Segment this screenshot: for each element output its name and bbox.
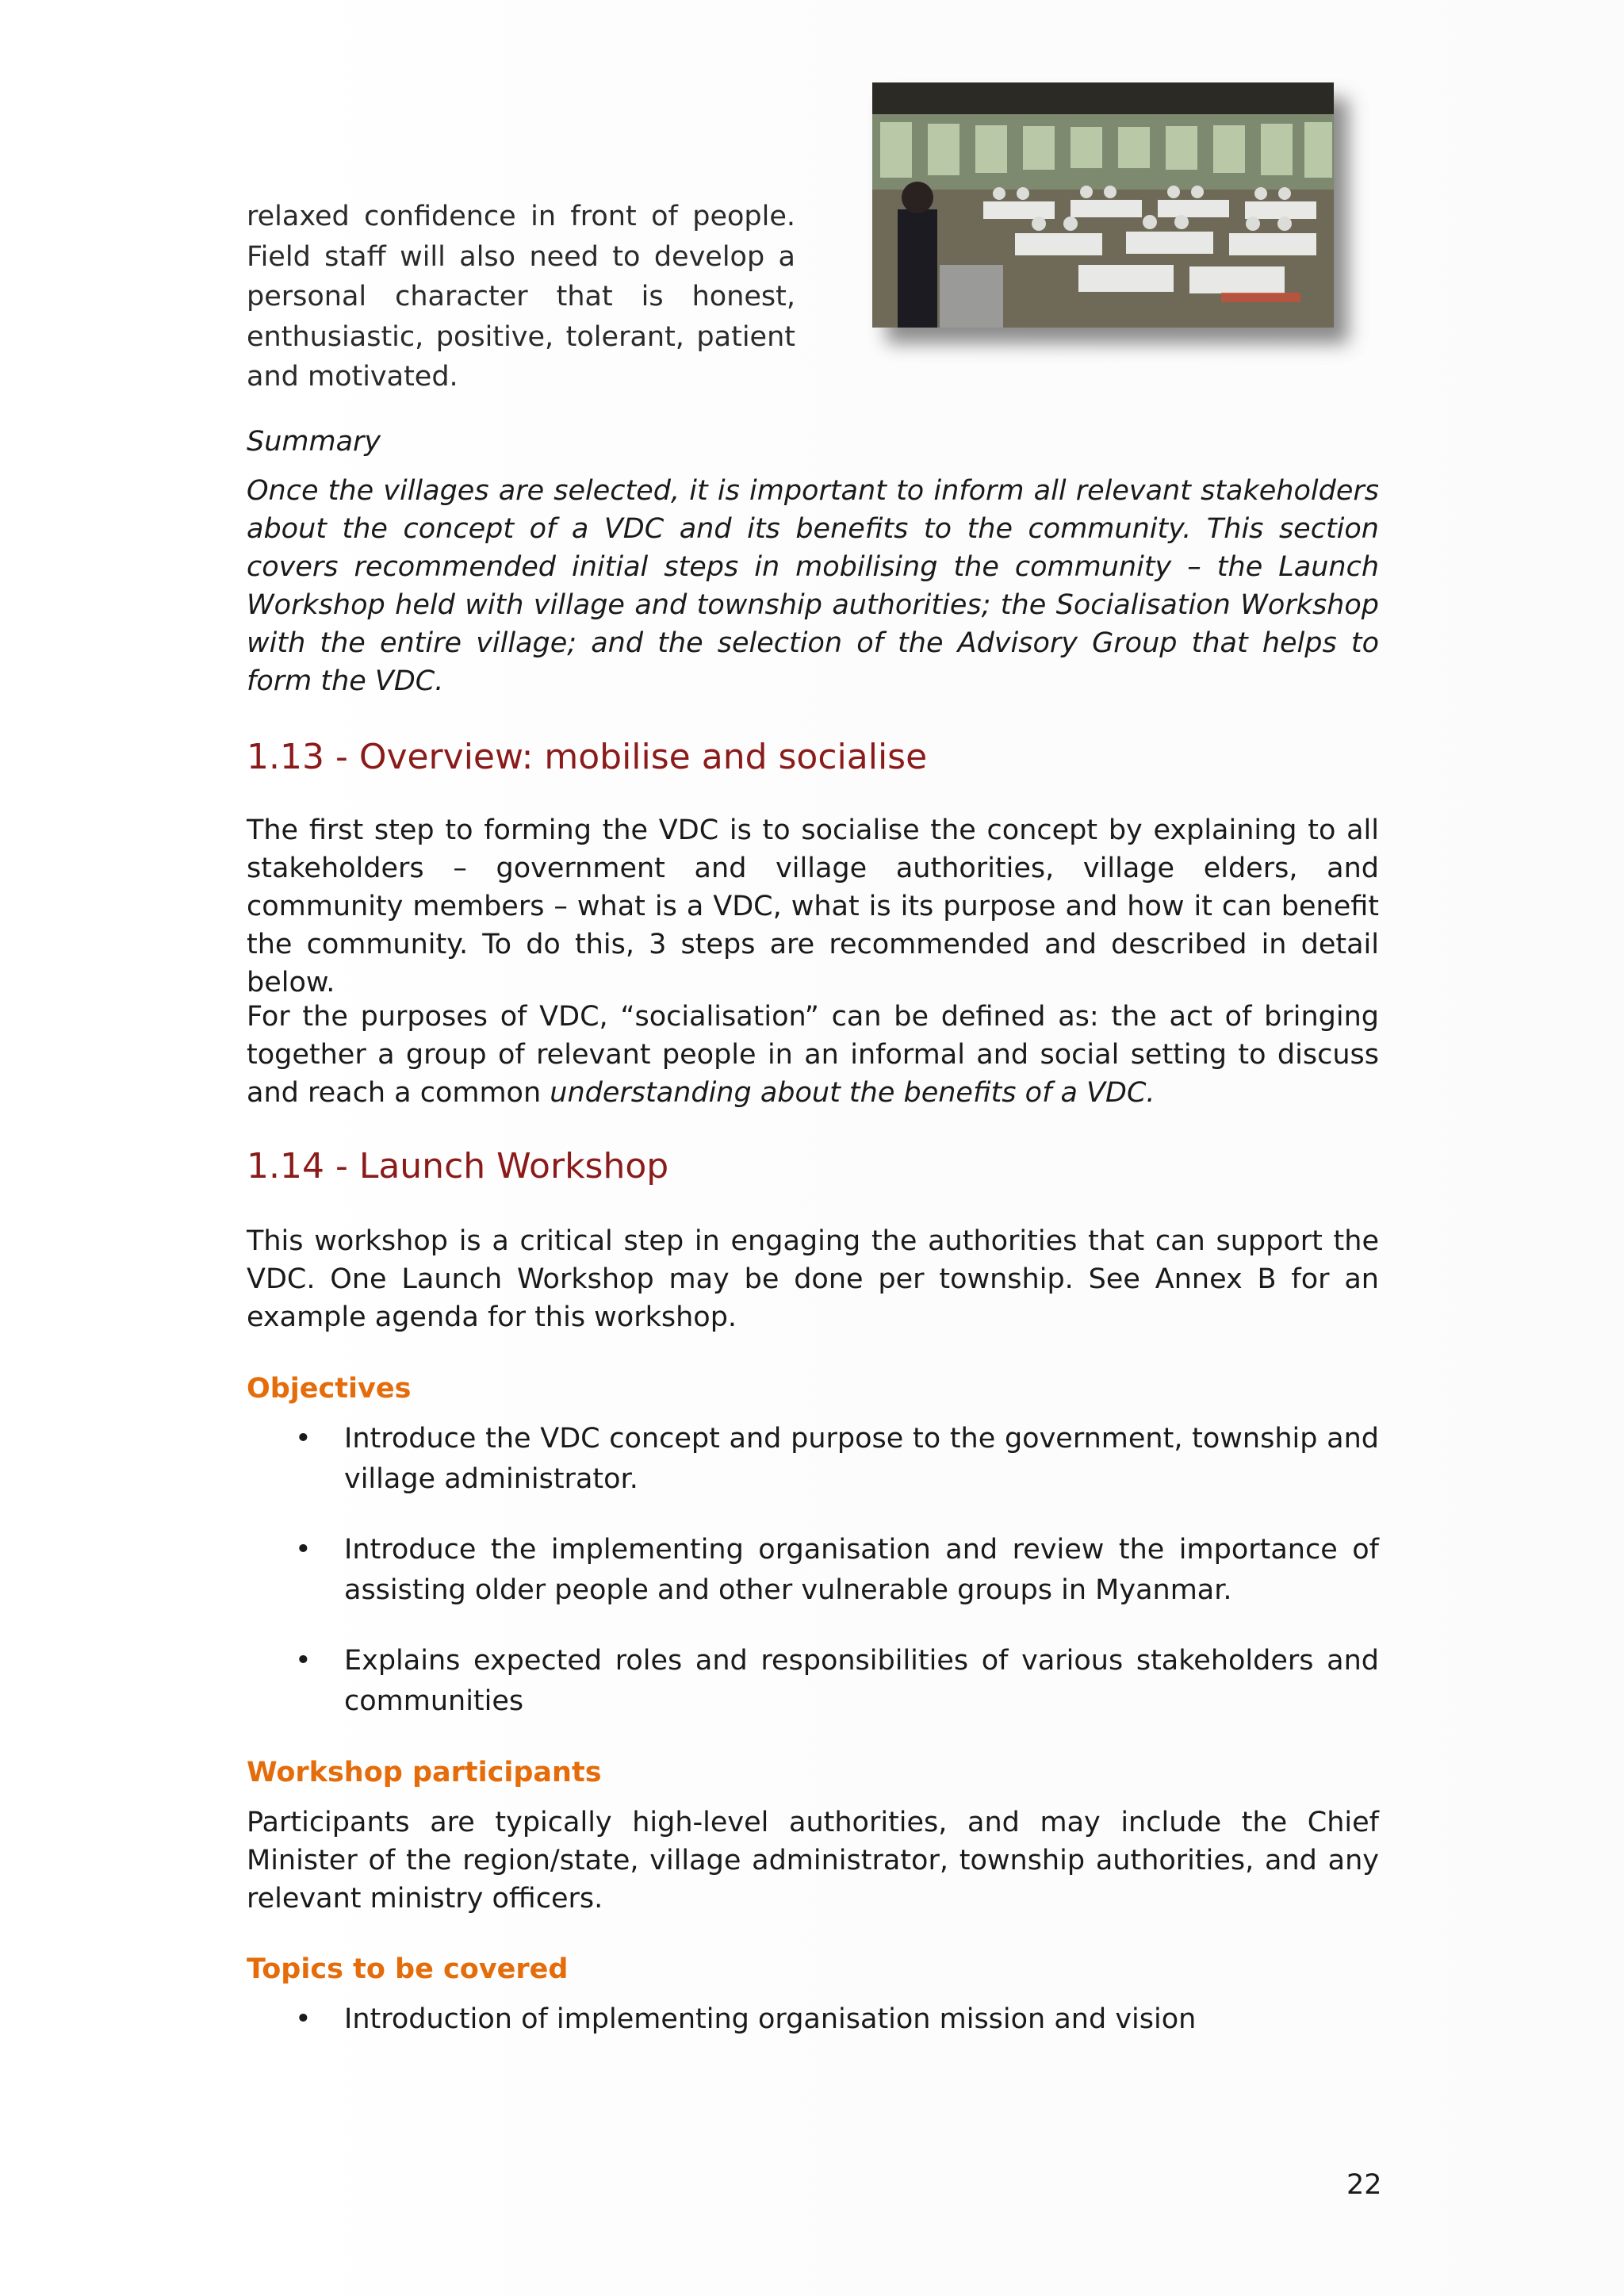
- section-heading-launch-workshop: 1.14 - Launch Workshop: [247, 1146, 669, 1186]
- topic-text: Introduction of implementing organisation mission and vision: [344, 2003, 1197, 2035]
- topics-heading: Topics to be covered: [247, 1953, 569, 1985]
- objective-text: Introduce the implementing organisation and review the importance of assisting older people and other vulnerable groups in Myanmar.: [344, 1534, 1379, 1606]
- launch-workshop-paragraph: This workshop is a critical step in engaging the authorities that can support the VDC. One Launch Workshop may be done per township. See Annex B for an example agenda for this workshop.: [247, 1225, 1379, 1333]
- summary-label: Summary: [247, 426, 381, 458]
- overview-paragraph-2: [247, 998, 1379, 1112]
- participants-paragraph: Participants are typically high-level authorities, and may include the Chief Minister of the region/state, village administrator, township authorities, and any relevant ministry officers.: [247, 1807, 1379, 1915]
- topic-item: [247, 1999, 1379, 2040]
- objective-item: [247, 1419, 1379, 1500]
- overview-paragraph-2-text: For the purposes of VDC, “socialisation” can be defined as: the act of bringing together a group of relevant people in an informal and social setting to discuss and reach a common: [247, 1001, 1379, 1109]
- bullet-icon: •: [295, 1534, 312, 1566]
- objective-text: Explains expected roles and responsibilities of various stakeholders and communities: [344, 1645, 1379, 1717]
- objective-item: [247, 1530, 1379, 1611]
- photo-workshop-hall: [872, 82, 1334, 328]
- objectives-heading: Objectives: [247, 1373, 412, 1405]
- bullet-icon: •: [295, 1423, 312, 1455]
- topics-list: [247, 1999, 1379, 2040]
- summary-text: Once the villages are selected, it is important to inform all relevant stakeholders about the concept of a VDC and its benefits to the community. This section covers recommended initial steps in mobilising the community – the Launch Workshop held with village and township authorities; the Socialisation Workshop with the entire village; and the selection of the Advisory Group that helps to form the VDC.: [247, 475, 1379, 697]
- workshop-participants-heading: Workshop participants: [247, 1757, 602, 1788]
- objective-item: [247, 1641, 1379, 1722]
- objectives-list: [247, 1419, 1379, 1722]
- objective-text: Introduce the VDC concept and purpose to the government, township and village administrator.: [344, 1423, 1379, 1495]
- overview-paragraph-1: The first step to forming the VDC is to socialise the concept by explaining to all stakeholders – government and village authorities, village elders, and community members – what is a VDC, what is its purpose and how it can benefit the community. To do this, 3 steps are recommended and described in detail below.: [247, 815, 1379, 999]
- bullet-icon: •: [295, 2003, 312, 2035]
- intro-paragraph: relaxed confidence in front of people. Field staff will also need to develop a personal character that is honest, enthusiastic, positive, tolerant, patient and motivated.: [247, 201, 795, 393]
- page-number: 22: [1346, 2169, 1382, 2201]
- photo-image: [872, 82, 1334, 328]
- section-heading-overview: 1.13 - Overview: mobilise and socialise: [247, 737, 928, 777]
- bullet-icon: •: [295, 1645, 312, 1677]
- overview-paragraph-2-italic: understanding about the benefits of a VDC.: [550, 1077, 1155, 1109]
